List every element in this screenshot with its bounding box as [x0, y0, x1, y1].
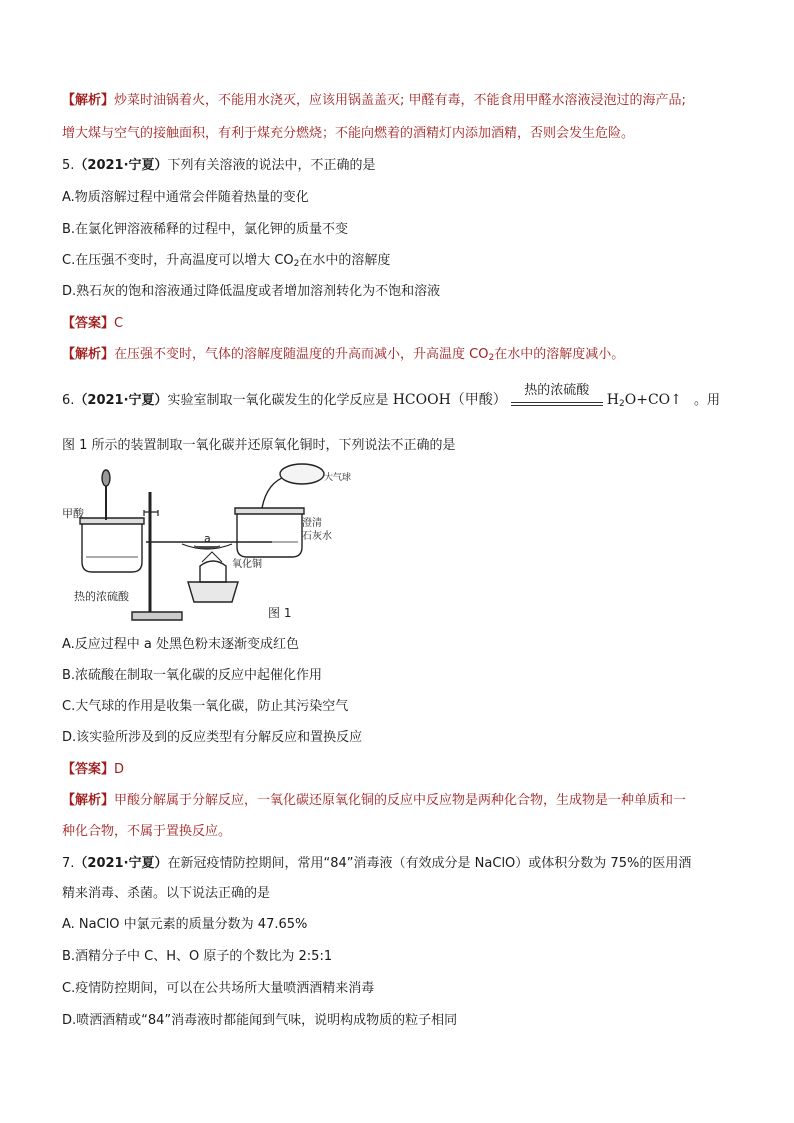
question-number: 6.	[62, 393, 75, 408]
question-text: 在新冠疫情防控期间，常用“84”消毒液（有效成分是 NaClO）或体积分数为 75%的医用酒	[167, 856, 692, 871]
label-balloon: 大气球	[324, 473, 352, 483]
q6-stem-line2: 图 1 所示的装置制取一氧化碳并还原氧化铜时，下列说法不正确的是	[62, 438, 456, 453]
q5-explanation	[62, 346, 624, 367]
explanation-label: 【解析】	[62, 793, 115, 808]
q4-explanation-line1	[62, 92, 686, 110]
label-cuo: 氧化铜	[232, 559, 262, 570]
apparatus-figure	[62, 462, 362, 627]
q6-option-d: D.该实验所涉及到的反应类型有分解反应和置换反应	[62, 730, 363, 745]
q6-stem	[62, 383, 721, 413]
question-number: 5.	[62, 158, 75, 173]
question-text: 下列有关溶液的说法中，不正确的是	[167, 158, 376, 173]
subscript: 2	[293, 259, 300, 269]
q6-explanation-line1	[62, 792, 686, 810]
question-source: （2021·宁夏）	[74, 856, 168, 871]
reaction-condition-arrow	[511, 383, 603, 410]
subscript: 2	[619, 399, 625, 409]
subscript: 2	[488, 353, 495, 363]
q7-option-b: B.酒精分子中 C、H、O 原子的个数比为 2:5:1	[62, 949, 333, 964]
q6-answer	[62, 761, 124, 779]
reactant: HCOOH（甲酸）	[392, 392, 507, 408]
explanation-text: 甲酸分解属于分解反应，一氧化碳还原氧化铜的反应中反应物是两种化合物，生成物是一种单质和一	[114, 793, 687, 808]
explanation-text: 在水中的溶解度减小。	[494, 347, 625, 362]
question-source: （2021·宁夏）	[74, 393, 168, 408]
q5-answer	[62, 315, 123, 333]
label-lime-1: 澄清	[302, 518, 322, 529]
q7-option-d: D.喷洒酒精或“84”消毒液时都能闻到气味，说明构成物质的粒子相同	[62, 1013, 458, 1028]
explanation-label: 【解析】	[62, 347, 115, 362]
q7-option-a: A. NaClO 中氯元素的质量分数为 47.65%	[62, 917, 308, 932]
label-acid: 热的浓硫酸	[74, 590, 129, 603]
q7-option-c: C.疫情防控期间，可以在公共场所大量喷洒酒精来消毒	[62, 981, 375, 996]
q6-explanation-line2: 种化合物，不属于置换反应。	[62, 824, 232, 839]
q4-explanation-line2: 增大煤与空气的接触面积，有利于煤充分燃烧；不能向燃着的酒精灯内添加酒精，否则会发生危险。	[62, 126, 635, 141]
q6-option-a: A.反应过程中 a 处黑色粉末逐渐变成红色	[62, 637, 300, 652]
q5-option-d: D.熟石灰的饱和溶液通过降低温度或者增加溶剂转化为不饱和溶液	[62, 284, 441, 299]
answer-label: 【答案】	[62, 762, 115, 777]
label-lime-2: 石灰水	[302, 531, 332, 542]
option-text: C.在压强不变时，升高温度可以增大 CO	[62, 253, 294, 268]
product: O+CO↑	[624, 392, 682, 408]
label-a: a	[204, 532, 211, 545]
answer-label: 【答案】	[62, 316, 115, 331]
q5-option-b: B.在氯化钾溶液稀释的过程中，氯化钾的质量不变	[62, 222, 349, 237]
question-text: 实验室制取一氧化碳发生的化学反应是	[167, 393, 389, 408]
q7-stem-line2: 精来消毒、杀菌。以下说法正确的是	[62, 886, 271, 901]
label-formic: 甲酸	[62, 507, 84, 520]
question-number: 7.	[62, 856, 75, 871]
explanation-text: 炒菜时油锅着火，不能用水浇灭，应该用锅盖盖灭; 甲醛有毒，不能食用甲醛水溶液浸泡过的海产品;	[114, 93, 686, 108]
q5-option-c	[62, 252, 390, 273]
figure-caption: 图 1	[268, 606, 292, 620]
q5-stem	[62, 157, 376, 175]
product: H	[606, 392, 619, 408]
explanation-text: 在压强不变时，气体的溶解度随温度的升高而减小，升高温度 CO	[114, 347, 489, 362]
answer-value: D	[114, 762, 125, 777]
reaction-condition: 热的浓硫酸	[524, 383, 590, 398]
question-text: 。用	[694, 393, 721, 408]
q5-option-a: A.物质溶解过程中通常会伴随着热量的变化	[62, 190, 309, 205]
q7-stem	[62, 855, 691, 873]
q6-option-b: B.浓硫酸在制取一氧化碳的反应中起催化作用	[62, 668, 323, 683]
answer-value: C	[114, 316, 124, 331]
option-text: 在水中的溶解度	[299, 253, 391, 268]
q6-option-c: C.大气球的作用是收集一氧化碳，防止其污染空气	[62, 699, 349, 714]
apparatus-diagram	[62, 462, 362, 627]
question-source: （2021·宁夏）	[74, 158, 168, 173]
explanation-label: 【解析】	[62, 93, 115, 108]
